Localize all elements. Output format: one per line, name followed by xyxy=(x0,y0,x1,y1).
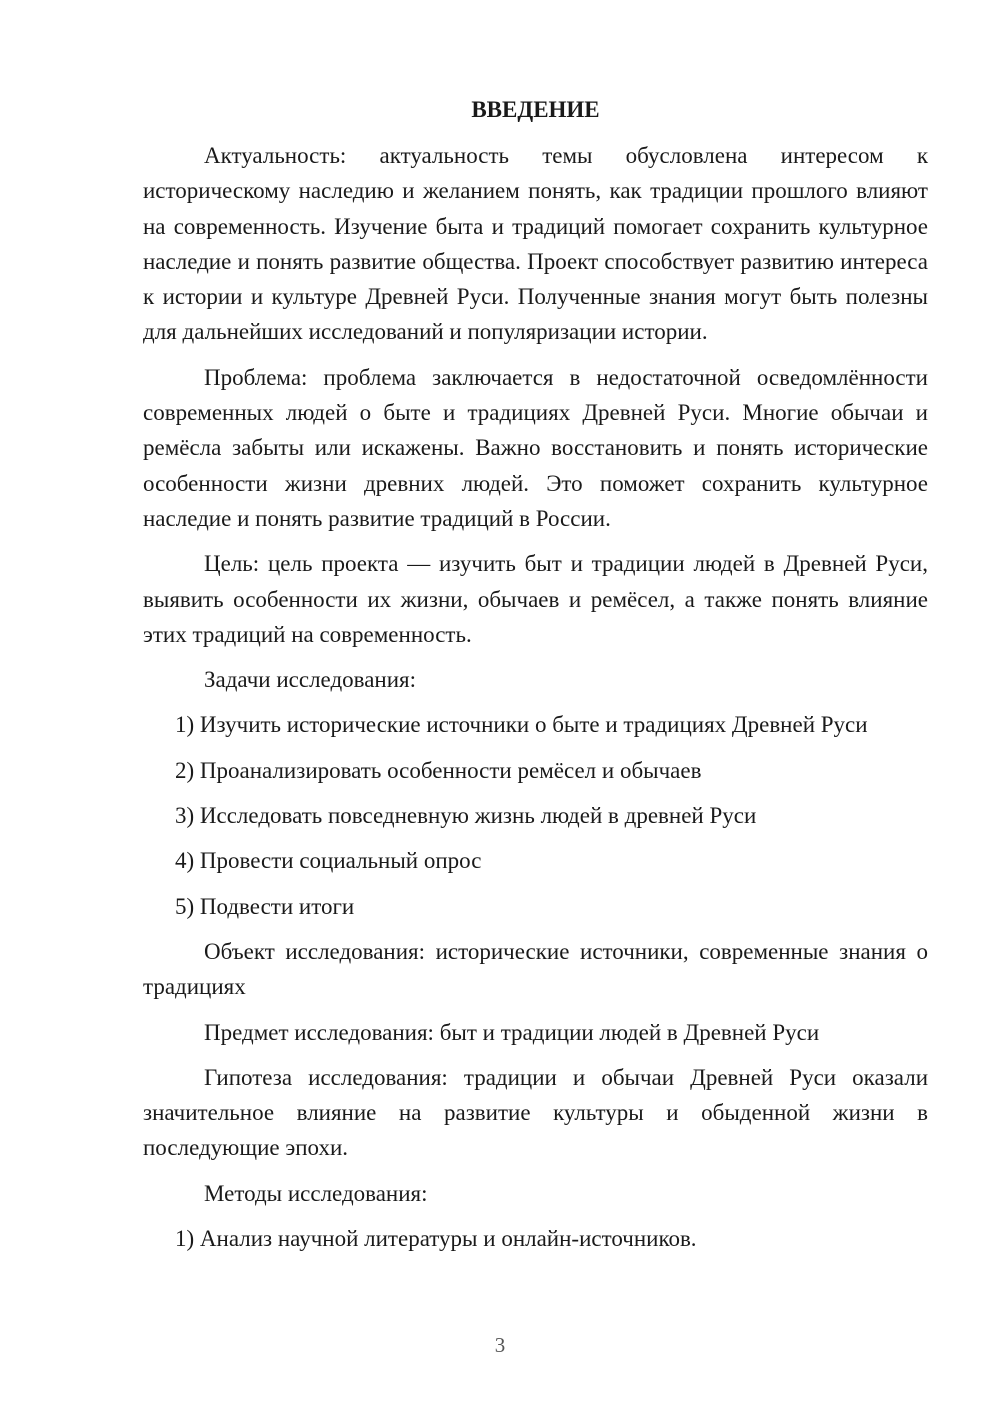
method-item: 1) Анализ научной литературы и онлайн-источников. xyxy=(175,1226,697,1252)
task-item: 2) Проанализировать особенности ремёсел и обычаев xyxy=(175,757,702,783)
goal-paragraph: Цель: цель проекта — изучить быт и традиции людей в Древней Руси, выявить особенности их жизни, обычаев и ремёсел, а также понять влияние этих традиций на современность. xyxy=(143,551,928,647)
hypothesis-paragraph: Гипотеза исследования: традиции и обычаи Древней Руси оказали значительное влияние на развитие культуры и обыденной жизни в последующие эпохи. xyxy=(143,1064,928,1161)
task-item: 5) Подвести итоги xyxy=(175,893,355,919)
object-paragraph: Объект исследования: исторические источники, современные знания о традициях xyxy=(143,938,928,1000)
task-item: 4) Провести социальный опрос xyxy=(175,848,482,874)
relevance-paragraph: Актуальность: актуальность темы обусловлена интересом к историческому наследию и желанием понять, как традиции прошлого влияют на современность. Изучение быта и традиций помогает сохранить культурное наследие и понять развитие общества. Проект способствует развитию интереса к истории и культуре Древней Руси. Полученные знания могут быть полезны для дальнейших исследований и популяризации истории. xyxy=(143,143,928,345)
subject-paragraph: Предмет исследования: быт и традиции людей в Древней Руси xyxy=(204,1019,820,1045)
task-item: 3) Исследовать повседневную жизнь людей в древней Руси xyxy=(175,803,757,829)
tasks-heading: Задачи исследования: xyxy=(204,667,417,693)
document-page xyxy=(143,92,928,1266)
problem-paragraph: Проблема: проблема заключается в недостаточной осведомлённости современных людей о быте и традициях Древней Руси. Многие обычаи и ремёсла забыты или искажены. Важно восстановить и понять исторические особенности жизни древних людей. Это поможет сохранить культурное наследие и понять развитие традиций в России. xyxy=(143,364,928,531)
task-item: 1) Изучить исторические источники о быте и традициях Древней Руси xyxy=(175,712,868,738)
methods-heading: Методы исследования: xyxy=(204,1180,428,1206)
page-number: 3 xyxy=(494,1333,506,1357)
document-title: ВВЕДЕНИЕ xyxy=(471,97,600,122)
